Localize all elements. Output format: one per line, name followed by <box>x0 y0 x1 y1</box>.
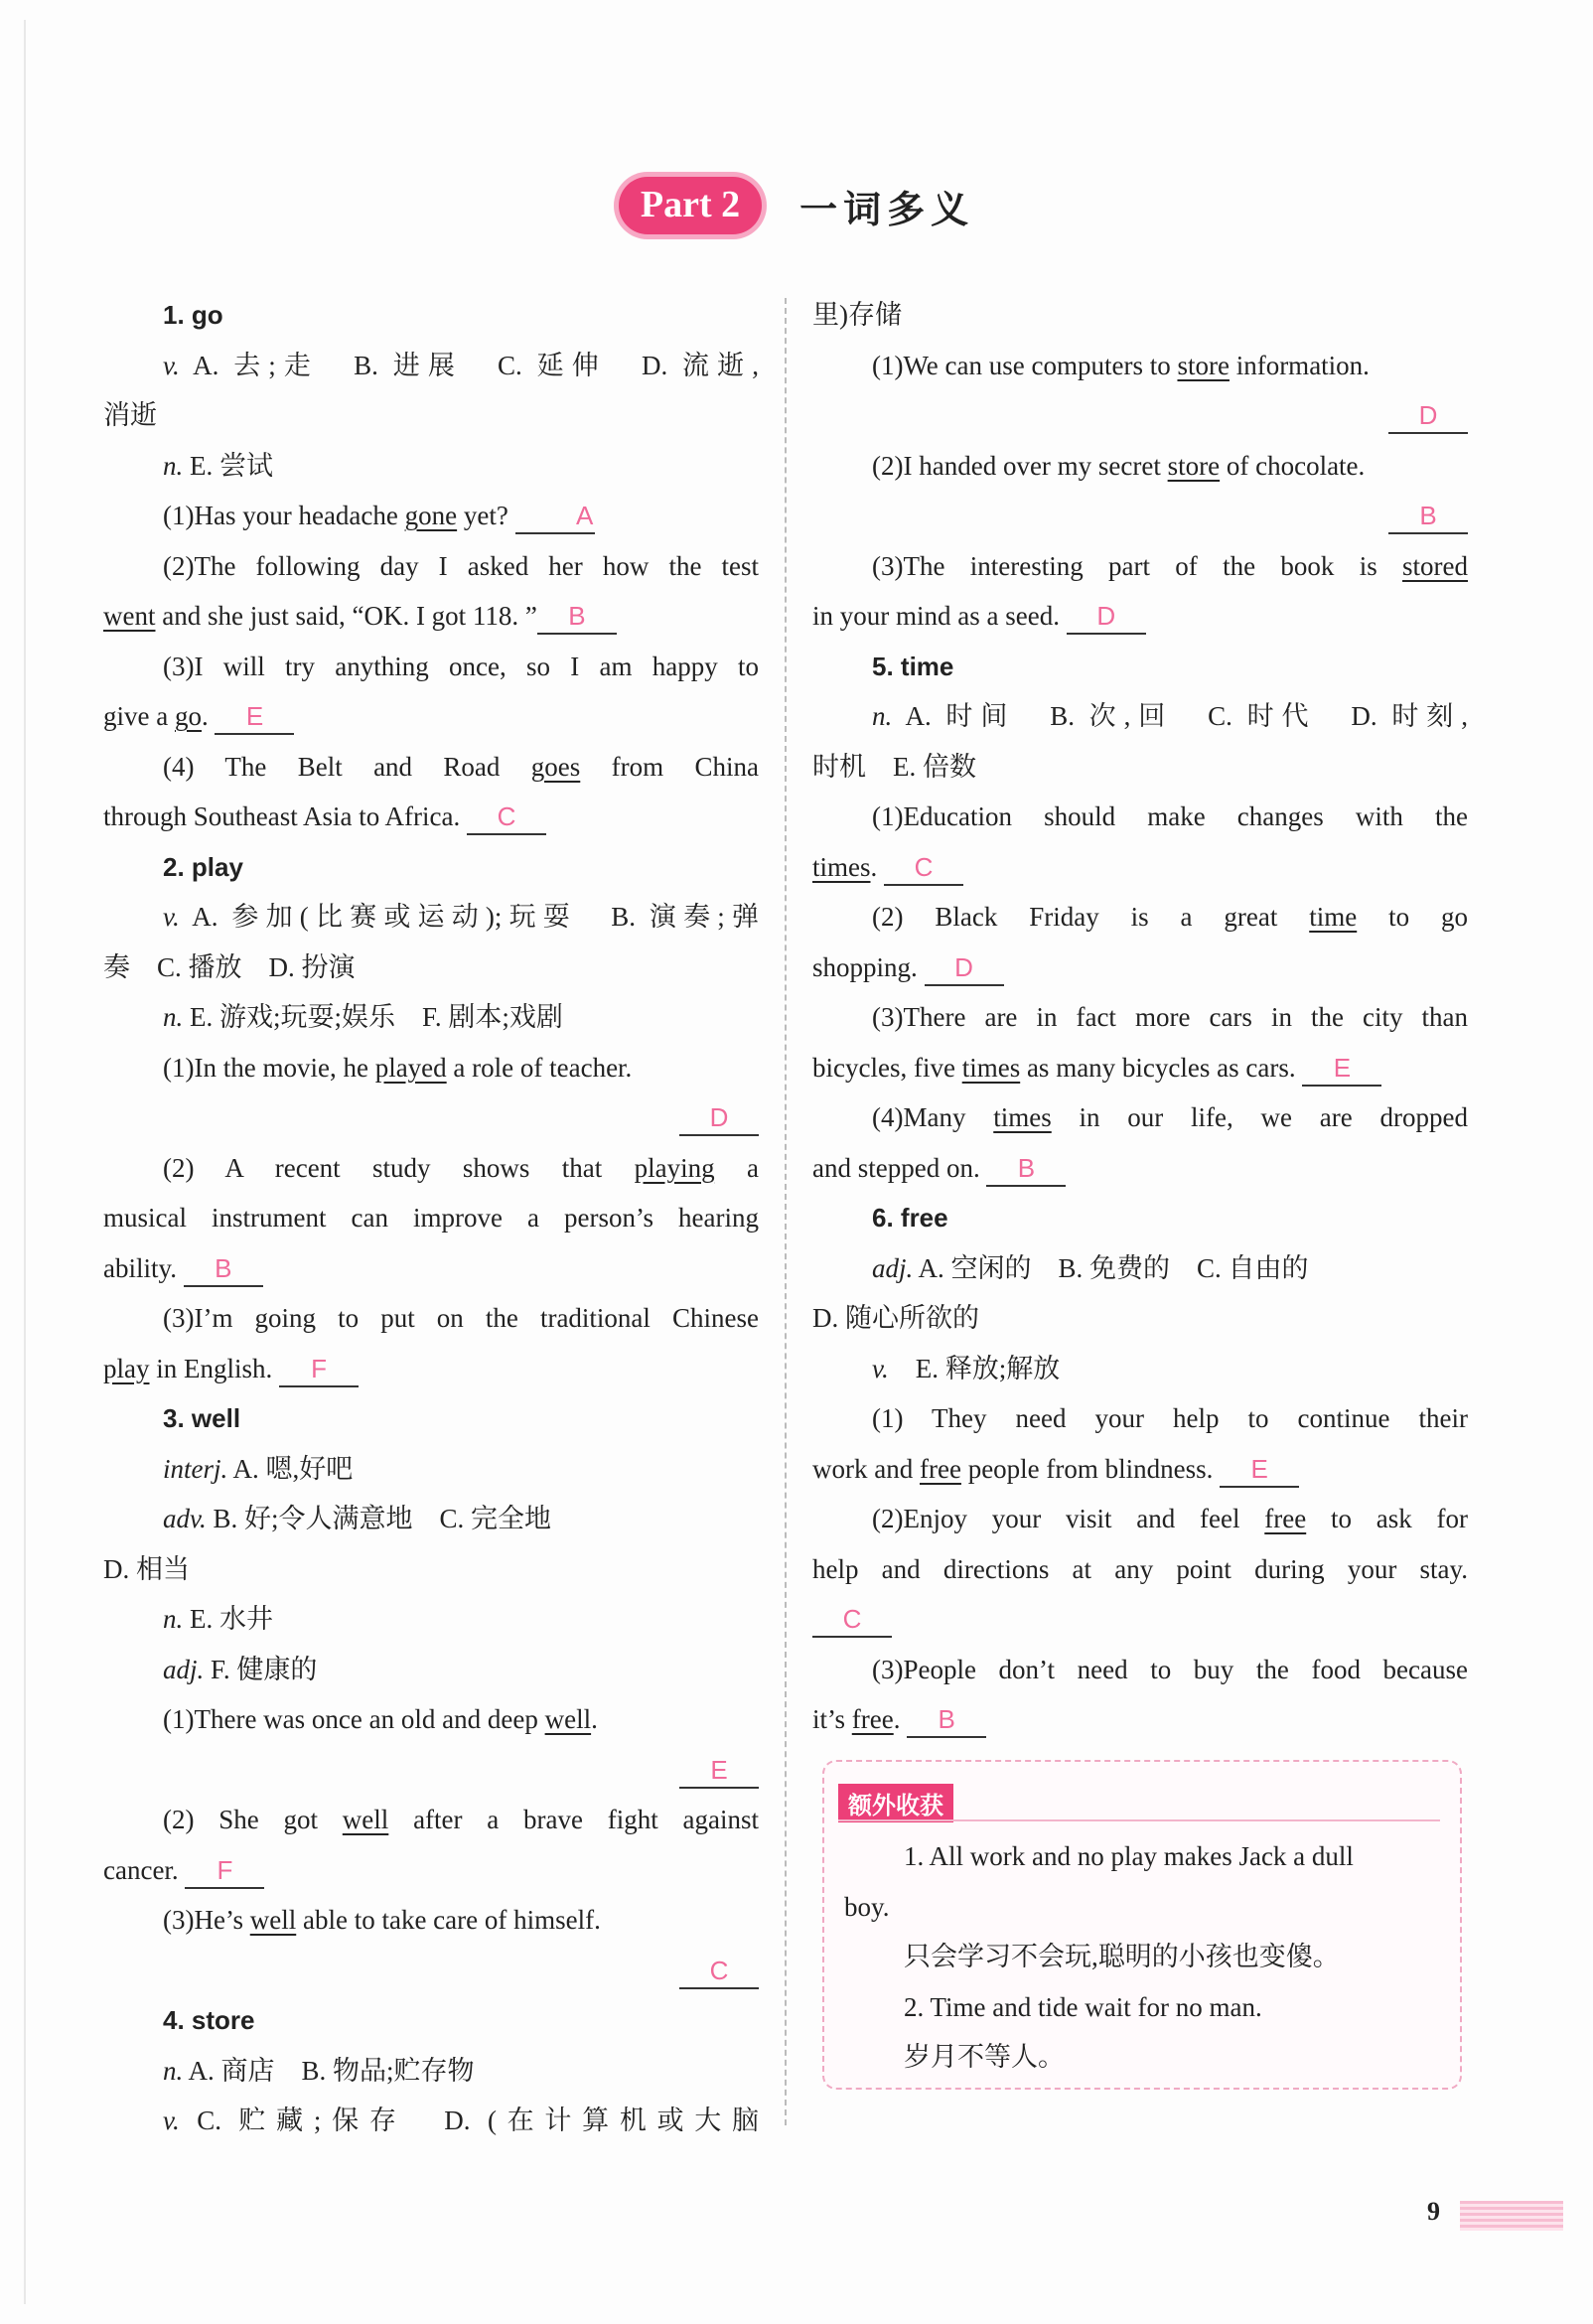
definition-text: C. 贮藏;保存 D. (在计算机或大脑 <box>179 2106 759 2135</box>
definition-line <box>103 2096 759 2146</box>
extra-gain-line: 1. All work and no play makes Jack a dull <box>904 1841 1354 1871</box>
word-heading-text: 6. free <box>872 1203 948 1233</box>
example-sentence <box>812 1143 1468 1194</box>
definition-line <box>103 1645 759 1695</box>
sentence-text: cancer. <box>103 1854 186 1885</box>
page-edge <box>24 20 26 2304</box>
example-sentence <box>103 1344 759 1394</box>
definition-text: A. 空闲的 B. 免费的 C. 自由的 <box>913 1252 1309 1283</box>
text-line <box>812 1293 1468 1344</box>
definition-text: E. 游戏;玩耍;娱乐 F. 剧本;戏剧 <box>183 1002 563 1032</box>
definition-text: A. 去;走 B. 进展 C. 延伸 D. 流逝, <box>179 350 759 380</box>
definition-line <box>103 892 759 943</box>
sentence-text: . <box>591 1704 598 1734</box>
extra-gain-line: 只会学习不会玩,聪明的小孩也变傻。 <box>904 1942 1340 1971</box>
sentence-text: from China <box>580 751 759 782</box>
definition-line <box>812 1344 1468 1394</box>
sentence-text: (1)Has your headache <box>163 501 405 530</box>
example-sentence <box>812 1092 1468 1143</box>
sentence-text: (2) A recent study shows that <box>163 1152 635 1183</box>
extra-gain-line: 2. Time and tide wait for no man. <box>904 1991 1262 2022</box>
example-sentence <box>812 1494 1468 1544</box>
sentence-text: yet? <box>457 501 515 530</box>
part-of-speech: v. <box>163 902 180 932</box>
part-of-speech: n. <box>163 1002 184 1032</box>
answer-blank: C <box>467 799 546 835</box>
definition-text: E. 水井 <box>183 1604 273 1634</box>
part-badge: Part 2 <box>619 177 762 234</box>
answer-line <box>812 390 1468 441</box>
sentence-text: (2)Enjoy your visit and feel <box>872 1504 1265 1533</box>
text-line-content: musical instrument can improve a person’s hearing <box>103 1203 759 1233</box>
definition-text: E. 释放;解放 <box>888 1353 1061 1383</box>
sentence-text: able to take care of himself. <box>296 1905 601 1935</box>
target-word: free <box>851 1704 894 1734</box>
answer-blank: B <box>986 1151 1066 1187</box>
example-sentence <box>812 341 1468 391</box>
definition-line <box>103 1494 759 1544</box>
right-column <box>812 290 1468 1745</box>
definition-text: B. 好;令人满意地 C. 完全地 <box>206 1504 552 1533</box>
word-heading-text: 3. well <box>163 1403 241 1433</box>
target-word: free <box>1264 1504 1307 1533</box>
answer-blank: B <box>1388 499 1468 534</box>
target-word: goes <box>530 751 581 782</box>
target-word: played <box>374 1052 447 1083</box>
text-line <box>812 992 1468 1043</box>
example-sentence <box>103 742 759 793</box>
text-line <box>812 290 1468 341</box>
word-heading-text: 5. time <box>872 651 954 681</box>
part-of-speech: n. <box>163 2055 184 2086</box>
sentence-text: . <box>893 1704 908 1734</box>
example-sentence <box>812 1594 1468 1645</box>
target-word: well <box>342 1805 389 1834</box>
example-sentence <box>103 1043 759 1093</box>
answer-blank: C <box>812 1602 892 1638</box>
answer-blank: A <box>515 499 595 534</box>
example-sentence <box>812 943 1468 993</box>
text-line-content: (3)People don’t need to buy the food because <box>872 1654 1468 1684</box>
example-sentence <box>812 541 1468 592</box>
text-line <box>812 1544 1468 1595</box>
sentence-text: ability. <box>103 1252 184 1283</box>
text-line-content: (1)Education should make changes with the <box>872 801 1468 831</box>
sentence-text: give a <box>103 701 175 731</box>
example-sentence <box>812 591 1468 642</box>
text-line-content: 里)存储 <box>812 300 902 330</box>
sentence-text: in our life, we are dropped <box>1051 1102 1468 1132</box>
word-heading <box>103 1995 759 2046</box>
example-sentence <box>812 441 1468 492</box>
word-heading <box>103 842 759 893</box>
text-line <box>103 642 759 692</box>
sentence-text: and stepped on. <box>812 1152 987 1183</box>
definition-line <box>103 1594 759 1645</box>
answer-blank: D <box>1388 398 1468 434</box>
text-line <box>812 1393 1468 1444</box>
section-title: 一词多义 <box>799 187 975 231</box>
part-of-speech: n. <box>163 450 184 481</box>
sentence-text: through Southeast Asia to Africa. <box>103 801 467 831</box>
definition-line <box>812 1243 1468 1294</box>
answer-blank: C <box>884 850 963 886</box>
target-word: playing <box>634 1152 715 1183</box>
definition-text: A. 嗯,好吧 <box>227 1453 354 1484</box>
definition-line <box>103 441 759 492</box>
sentence-text: (4) The Belt and Road <box>163 751 531 782</box>
definition-text: E. 尝试 <box>183 450 273 481</box>
page-number-decoration <box>1460 2201 1563 2231</box>
sentence-text: . <box>201 701 216 731</box>
text-line-content: (3)I’m going to put on the traditional Chinese <box>163 1303 759 1333</box>
example-sentence <box>812 1043 1468 1093</box>
sentence-text: of chocolate. <box>1220 450 1366 481</box>
part-of-speech: adj. <box>163 1654 205 1684</box>
answer-blank: C <box>679 1954 759 1989</box>
sentence-text: and she just said, “OK. I got 118. ” <box>155 601 537 631</box>
extra-gain-body <box>844 1831 1440 2083</box>
sentence-text: after a brave fight against <box>388 1805 760 1834</box>
sentence-text: (3)The interesting part of the book is <box>872 550 1403 581</box>
text-line <box>103 390 759 441</box>
word-heading-text: 2. play <box>163 851 243 882</box>
word-heading <box>103 1393 759 1444</box>
definition-line <box>103 992 759 1043</box>
example-sentence <box>103 691 759 742</box>
extra-gain-rule <box>838 1819 1440 1821</box>
sentence-text: bicycles, five <box>812 1052 962 1083</box>
answer-line <box>103 1745 759 1796</box>
answer-blank: D <box>679 1100 759 1136</box>
text-line <box>812 1645 1468 1695</box>
target-word: play <box>103 1353 150 1383</box>
sentence-text: (4)Many <box>872 1102 994 1132</box>
word-heading <box>103 290 759 341</box>
sentence-text: to ask for <box>1306 1504 1468 1533</box>
answer-line <box>812 491 1468 541</box>
answer-blank: F <box>279 1352 359 1387</box>
part-of-speech: interj. <box>163 1453 228 1484</box>
definition-line <box>103 2046 759 2097</box>
sentence-text: (1)We can use computers to <box>872 350 1178 380</box>
text-line-content: 时机 E. 倍数 <box>812 751 976 782</box>
example-sentence <box>812 842 1468 893</box>
answer-blank: F <box>185 1853 264 1889</box>
sentence-text: in English. <box>149 1353 280 1383</box>
definition-line <box>812 691 1468 742</box>
example-sentence <box>812 892 1468 943</box>
answer-blank: E <box>1220 1452 1299 1488</box>
text-line-content: help and directions at any point during your stay. <box>812 1553 1468 1584</box>
answer-blank: E <box>215 699 294 735</box>
part-of-speech: v. <box>872 1353 889 1383</box>
target-word: free <box>919 1453 961 1484</box>
part-of-speech: v. <box>163 2106 180 2135</box>
answer-blank: E <box>1302 1051 1381 1087</box>
sentence-text: as many bicycles as cars. <box>1020 1052 1303 1083</box>
example-sentence <box>103 591 759 642</box>
sentence-text: in your mind as a seed. <box>812 601 1067 631</box>
sentence-text: (1)There was once an old and deep <box>163 1704 545 1734</box>
target-word: go <box>174 701 202 731</box>
sentence-text: people from blindness. <box>960 1453 1221 1484</box>
column-divider <box>785 298 787 2125</box>
text-line <box>103 1193 759 1243</box>
text-line-content: D. 相当 <box>103 1553 190 1584</box>
example-sentence <box>103 1795 759 1845</box>
page-number: 9 <box>1427 2197 1440 2226</box>
target-word: times <box>993 1102 1052 1132</box>
text-line <box>103 1293 759 1344</box>
part-of-speech: v. <box>163 350 180 380</box>
target-word: store <box>1177 350 1230 380</box>
section-header <box>0 177 1593 234</box>
target-word: stored <box>1402 550 1468 581</box>
example-sentence <box>812 1444 1468 1495</box>
example-sentence <box>103 491 759 541</box>
text-line-content: (2)The following day I asked her how the test <box>163 550 759 581</box>
part-of-speech: adj. <box>872 1252 914 1283</box>
sentence-text: (2) Black Friday is a great <box>872 902 1310 932</box>
sentence-text: a role of teacher. <box>446 1052 633 1083</box>
left-column <box>103 290 759 2146</box>
example-sentence <box>103 1143 759 1194</box>
sentence-text: shopping. <box>812 951 925 982</box>
answer-line <box>103 1946 759 1996</box>
target-word: times <box>961 1052 1021 1083</box>
target-word: time <box>1309 902 1358 932</box>
sentence-text: information. <box>1229 350 1370 380</box>
text-line-content: (1) They need your help to continue their <box>872 1403 1468 1433</box>
answer-blank: D <box>1067 599 1146 635</box>
example-sentence <box>103 792 759 842</box>
sentence-text: it’s <box>812 1704 852 1734</box>
part-of-speech: n. <box>163 1604 184 1634</box>
sentence-text: (1)In the movie, he <box>163 1052 375 1083</box>
part-of-speech: adv. <box>163 1504 207 1533</box>
sentence-text: a <box>714 1152 759 1183</box>
text-line-content: D. 随心所欲的 <box>812 1303 979 1333</box>
text-line <box>103 943 759 993</box>
target-word: store <box>1167 450 1221 481</box>
extra-gain-tag: 额外收获 <box>838 1784 953 1822</box>
target-word: went <box>103 601 156 631</box>
definition-text: A. 时间 B. 次,回 C. 时代 D. 时刻, <box>892 701 1468 731</box>
answer-blank: E <box>679 1753 759 1789</box>
extra-gain-line: 岁月不等人。 <box>904 2042 1065 2072</box>
example-sentence <box>812 1694 1468 1745</box>
target-word: times <box>812 851 871 882</box>
sentence-text: (2)I handed over my secret <box>872 450 1168 481</box>
text-line-content: 奏 C. 播放 D. 扮演 <box>103 951 356 982</box>
sentence-text: . <box>870 851 884 882</box>
definition-text: A. 参加(比赛或运动);玩耍 B. 演奏;弹 <box>179 902 759 932</box>
text-line <box>103 1544 759 1595</box>
word-heading <box>812 1193 1468 1243</box>
answer-blank: D <box>925 950 1004 986</box>
answer-blank: B <box>184 1251 263 1287</box>
text-line <box>812 792 1468 842</box>
sentence-text: (3)He’s <box>163 1905 250 1935</box>
text-line-content: (3)There are in fact more cars in the city than <box>872 1002 1468 1032</box>
answer-blank: B <box>907 1702 986 1738</box>
definition-text: A. 商店 B. 物品;贮存物 <box>183 2055 475 2086</box>
extra-gain-box <box>822 1760 1462 2090</box>
word-heading-text: 1. go <box>163 300 223 330</box>
text-line-content: 消逝 <box>103 400 157 430</box>
example-sentence <box>103 1895 759 1946</box>
answer-line <box>103 1092 759 1143</box>
target-word: well <box>544 1704 592 1734</box>
text-line <box>103 541 759 592</box>
definition-line <box>103 1444 759 1495</box>
word-heading-text: 4. store <box>163 2005 255 2035</box>
definition-line <box>103 341 759 391</box>
definition-text: F. 健康的 <box>204 1654 318 1684</box>
sentence-text: work and <box>812 1453 920 1484</box>
extra-gain-line: boy. <box>844 1891 890 1922</box>
example-sentence <box>103 1845 759 1896</box>
target-word: gone <box>404 501 458 530</box>
sentence-text: to go <box>1357 902 1468 932</box>
sentence-text: (2) She got <box>163 1805 343 1834</box>
word-heading <box>812 642 1468 692</box>
part-of-speech: n. <box>872 701 893 731</box>
example-sentence <box>103 1694 759 1745</box>
example-sentence <box>103 1243 759 1294</box>
text-line <box>812 742 1468 793</box>
text-line-content: (3)I will try anything once, so I am happy to <box>163 651 759 681</box>
target-word: well <box>249 1905 297 1935</box>
answer-blank: B <box>537 599 617 635</box>
